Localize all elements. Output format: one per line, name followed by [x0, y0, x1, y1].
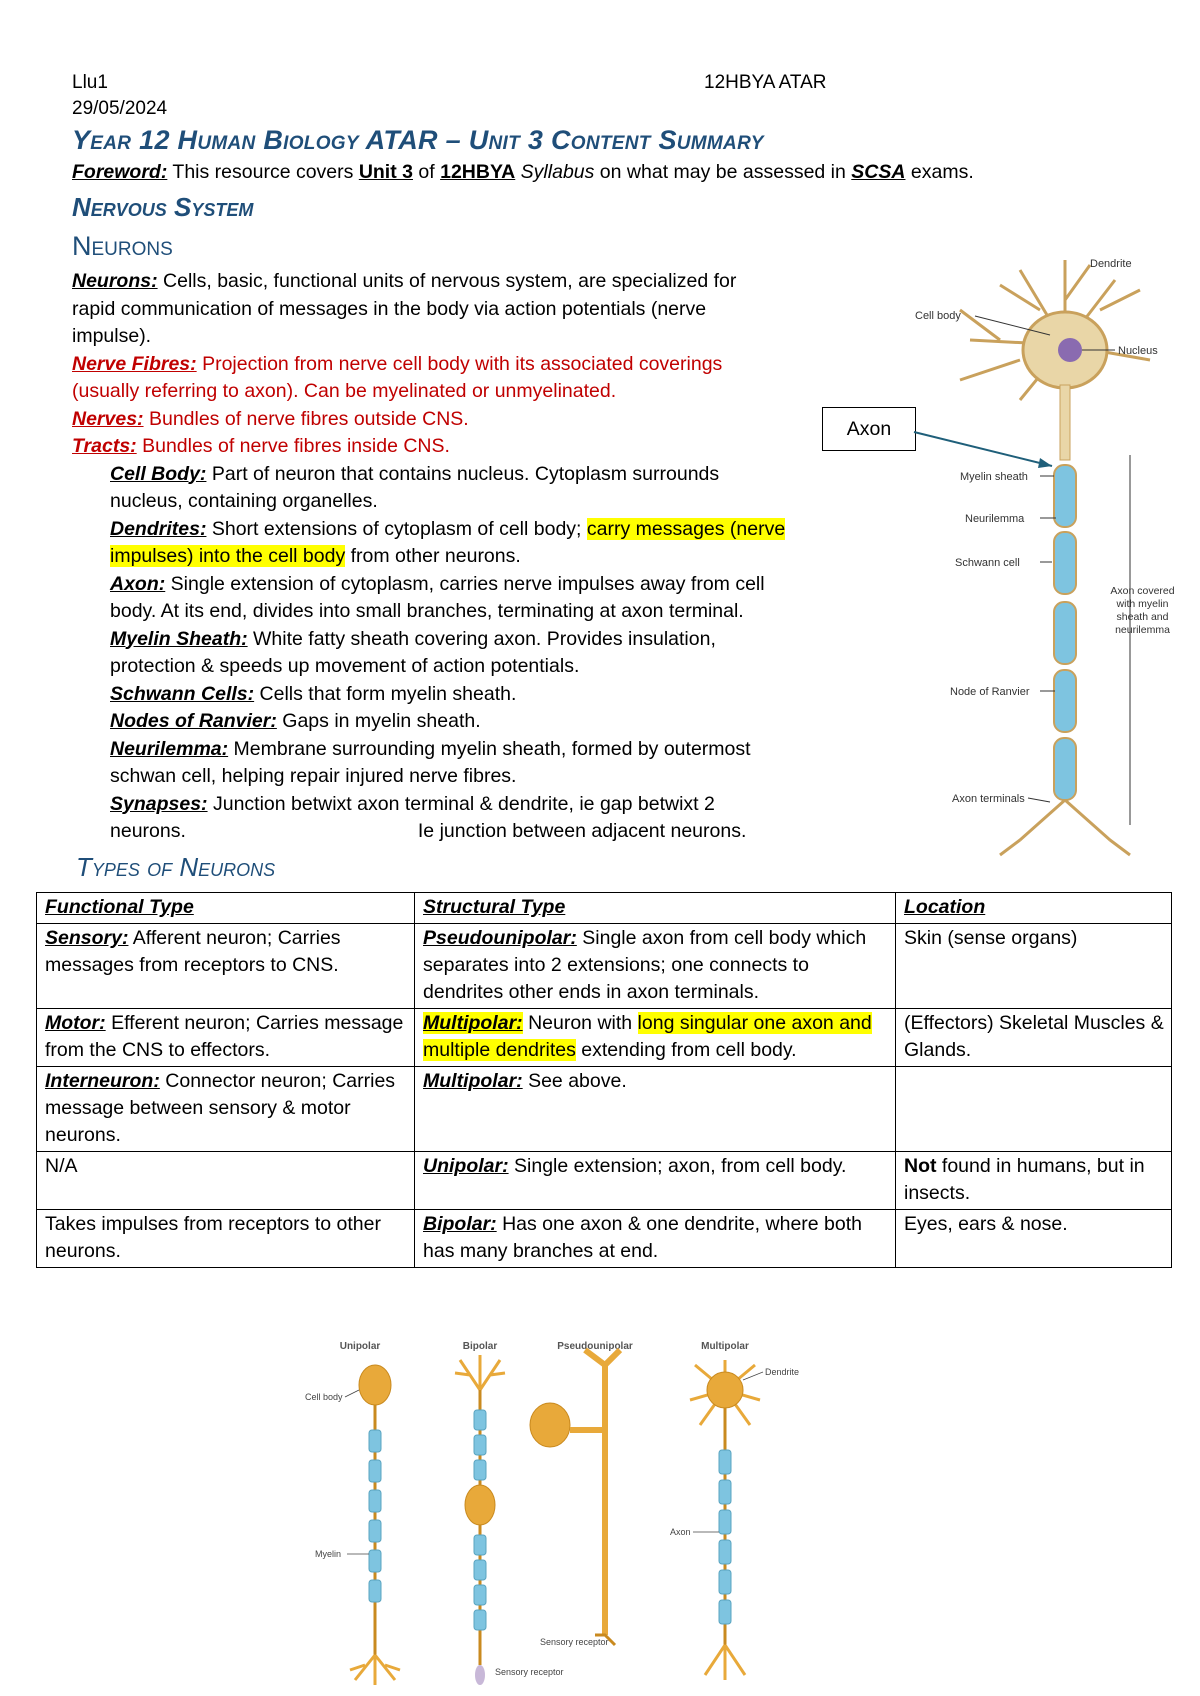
course-label: 12HBYA ATAR: [704, 72, 827, 93]
bipolar-neuron: [455, 1355, 505, 1685]
label-sensory-receptor-2: Sensory receptor: [495, 1667, 564, 1677]
label-myelin-sheath: Myelin sheath: [960, 471, 1028, 483]
title-multipolar: Multipolar: [701, 1341, 749, 1352]
header-location: Location: [896, 893, 1172, 924]
def-cell-body: Cell Body: Part of neuron that contains nucleus. Cytoplasm surrounds nucleus, containing organelles.: [110, 462, 720, 512]
def-neurilemma: Neurilemma: Membrane surrounding myelin sheath, formed by outermost schwan cell, helping repair injured nerve fibres.: [110, 737, 751, 787]
header-structural-type: Structural Type: [415, 893, 896, 924]
def-schwann-cells: Schwann Cells: Cells that form myelin sheath.: [110, 682, 517, 705]
table-row: Takes impulses from receptors to other neurons. Bipolar: Has one axon & one dendrite, where both has many branches at end. Eyes, ears & nose.: [37, 1210, 1172, 1268]
myelin-segments: [1054, 465, 1076, 800]
table-row: Interneuron: Connector neuron; Carries message between sensory & motor neurons. Multipolar: See above.: [37, 1067, 1172, 1152]
label-nucleus: Nucleus: [1118, 345, 1158, 357]
label-axon-2: Axon: [670, 1527, 691, 1537]
label-myelin: Myelin: [315, 1549, 342, 1559]
def-nodes-of-ranvier: Nodes of Ranvier: Gaps in myelin sheath.: [110, 710, 481, 732]
title-pseudounipolar: Pseudounipolar: [557, 1341, 633, 1352]
def-nerves: Nerves: Bundles of nerve fibres outside CNS.: [72, 407, 469, 430]
axon-callout: Axon: [822, 407, 916, 451]
label-cell-body: Cell body: [915, 310, 961, 322]
label-dendrite: Dendrite: [1090, 258, 1132, 270]
def-tracts: Tracts: Bundles of nerve fibres inside CNS.: [72, 435, 450, 457]
nucleus-shape: [1058, 338, 1082, 362]
document-title: Year 12 Human Biology ATAR – Unit 3 Content Summary: [72, 125, 764, 155]
heading-types-of-neurons: Types of Neurons: [76, 852, 276, 882]
title-bipolar: Bipolar: [462, 1341, 498, 1352]
table-row: N/A Unipolar: Single extension; axon, from cell body. Not found in humans, but in insects.: [37, 1152, 1172, 1210]
def-dendrites: Dendrites: Short extensions of cytoplasm of cell body; carry messages (nerve impulses) into the cell body from other neurons.: [110, 517, 786, 567]
table-row: Sensory: Afferent neuron; Carries messages from receptors to CNS. Pseudounipolar: Single axon from cell body which separates into 2 extensions; one connects to dendrites other ends in axon terminals. Skin (sense organs): [37, 924, 1172, 1009]
def-axon: Axon: Single extension of cytoplasm, carries nerve impulses away from cell body. At its end, divides into small branches, terminating at axon terminal.: [110, 572, 765, 622]
def-myelin-sheath: Myelin Sheath: White fatty sheath covering axon. Provides insulation, protection & speeds up movement of action potentials.: [110, 627, 716, 677]
def-nerve-fibres: Nerve Fibres: Projection from nerve cell body with its associated coverings (usually referring to axon). Can be myelinated or unmyelinated.: [72, 352, 723, 402]
foreword: Foreword: This resource covers Unit 3 of 12HBYA Syllabus on what may be assessed in SCSA exams.: [72, 161, 974, 183]
callout-arrow: [912, 420, 1062, 480]
neuron-diagram: [900, 250, 1190, 860]
author-label: Llu1: [72, 72, 108, 93]
def-synapses: Synapses: Junction betwixt axon terminal & dendrite, ie gap betwixt 2 neurons. Ie junction between adjacent neurons.: [110, 792, 747, 842]
label-cell-body-2: Cell body: [305, 1392, 343, 1402]
date-label: 29/05/2024: [72, 98, 168, 119]
heading-nervous-system: Nervous System: [72, 192, 254, 222]
label-axon-covered: Axon covered with myelin sheath and neurilemma: [1110, 585, 1175, 636]
heading-neurons: Neurons: [72, 231, 173, 261]
label-schwann-cell: Schwann cell: [955, 557, 1020, 569]
title-unipolar: Unipolar: [339, 1341, 381, 1352]
label-node-of-ranvier: Node of Ranvier: [950, 686, 1030, 698]
neuron-types-table: [36, 892, 1172, 1268]
label-neurilemma: Neurilemma: [965, 513, 1025, 525]
axon-terminal-branches: [1000, 800, 1130, 855]
label-dendrite-2: Dendrite: [765, 1367, 800, 1377]
def-neurons: Neurons: Cells, basic, functional units of nervous system, are specialized for rapid communication of messages in the body via action potentials (nerve impulse).: [72, 270, 737, 347]
header-functional-type: Functional Type: [37, 893, 415, 924]
definitions-block: [72, 268, 922, 846]
pseudounipolar-neuron: [530, 1350, 620, 1645]
unipolar-neuron: [350, 1365, 400, 1685]
table-row: Motor: Efferent neuron; Carries message from the CNS to effectors. Multipolar: Neuron with long singular one axon and multiple dendrites extending from cell body. (Effectors) Skeletal Muscles & Glands.: [37, 1009, 1172, 1067]
multipolar-neuron: [690, 1360, 760, 1680]
label-axon-terminals: Axon terminals: [952, 793, 1025, 805]
label-sensory-receptor-1: Sensory receptor: [540, 1637, 609, 1647]
neuron-types-diagram: [295, 1335, 855, 1690]
table-header-row: [37, 893, 1172, 924]
